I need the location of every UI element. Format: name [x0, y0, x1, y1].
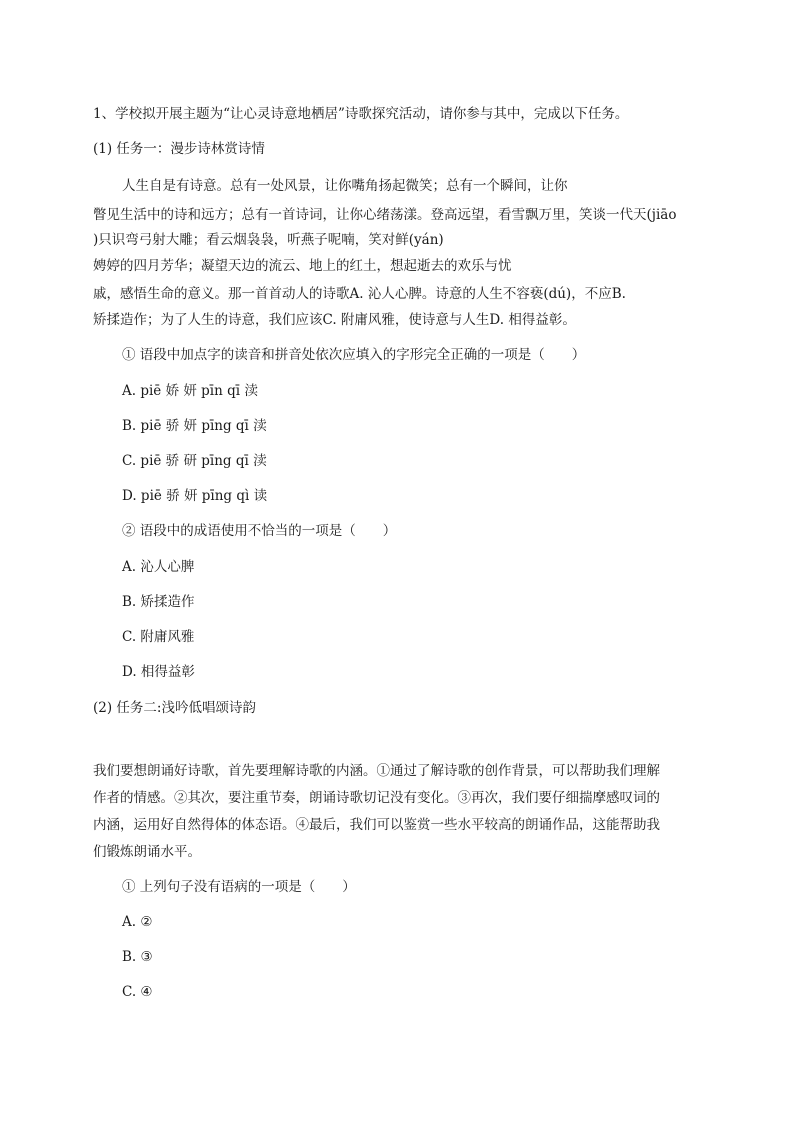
- task1-passage-line: 矫揉造作；为了人生的诗意，我们应该C. 附庸风雅，使诗意与人生D. 相得益彰。: [93, 312, 576, 328]
- task1-q1-option-d[interactable]: D. piē 骄 妍 pīng qì 读: [122, 488, 268, 504]
- task1-passage-line: )只识弯弓射大雕；看云烟袅袅，听燕子呢喃，笑对鲜(yán): [93, 232, 444, 248]
- task1-passage-line: 人生自是有诗意。总有一处风景，让你嘴角扬起微笑；总有一个瞬间，让你: [122, 178, 568, 194]
- task1-q1-option-c[interactable]: C. piē 骄 研 pīng qī 渎: [122, 453, 267, 469]
- task1-q2-option-d[interactable]: D. 相得益彰: [122, 664, 195, 680]
- task1-passage-line: 娉婷的四月芳华；凝望天边的流云、地上的红土，想起逝去的欢乐与忧: [93, 258, 512, 274]
- task2-q1-option-b[interactable]: B. ③: [122, 949, 153, 965]
- task2-passage-line: 内涵，运用好自然得体的体态语。④最后，我们可以鉴赏一些水平较高的朗诵作品，这能帮助我: [93, 817, 660, 833]
- task1-q2-option-a[interactable]: A. 沁人心脾: [122, 559, 195, 575]
- task1-q2-option-c[interactable]: C. 附庸风雅: [122, 629, 195, 645]
- task2-passage-line: 们锻炼朗诵水平。: [93, 844, 201, 860]
- task2-passage-line: 我们要想朗诵好诗歌，首先要理解诗歌的内涵。①通过了解诗歌的创作背景，可以帮助我们理解: [93, 763, 660, 779]
- task1-q2-stem: ② 语段中的成语使用不恰当的一项是（ ）: [122, 523, 397, 539]
- task2-q1-option-c[interactable]: C. ④: [122, 984, 153, 1000]
- task1-q1-option-b[interactable]: B. piē 骄 妍 pīng qī 渎: [122, 418, 267, 434]
- task1-heading: (1) 任务一：漫步诗林赏诗情: [93, 141, 265, 157]
- task2-q1-stem: ① 上列句子没有语病的一项是（ ）: [122, 879, 356, 895]
- task1-q1-option-a[interactable]: A. piē 娇 妍 pīn qī 渎: [122, 383, 258, 399]
- task2-q1-option-a[interactable]: A. ②: [122, 914, 153, 930]
- task1-q1-stem: ① 语段中加点字的读音和拼音处依次应填入的字形完全正确的一项是（ ）: [122, 347, 586, 363]
- task2-heading: (2) 任务二:浅吟低唱颂诗韵: [93, 700, 256, 716]
- task1-passage-line: 瞥见生活中的诗和远方；总有一首诗词，让你心绪荡漾。登高远望，看雪飘万里，笑谈一代天(jiāo: [93, 207, 677, 223]
- task2-passage-line: 作者的情感。②其次，要注重节奏，朗诵诗歌切记没有变化。③再次，我们要仔细揣摩感叹词的: [93, 790, 660, 806]
- task1-passage-line: 戚，感悟生命的意义。那一首首动人的诗歌A. 沁人心脾。诗意的人生不容亵(dú)，不应B.: [93, 286, 626, 302]
- question-title: 1、学校拟开展主题为“让心灵诗意地栖居”诗歌探究活动，请你参与其中，完成以下任务。: [93, 106, 629, 122]
- task1-q2-option-b[interactable]: B. 矫揉造作: [122, 594, 195, 610]
